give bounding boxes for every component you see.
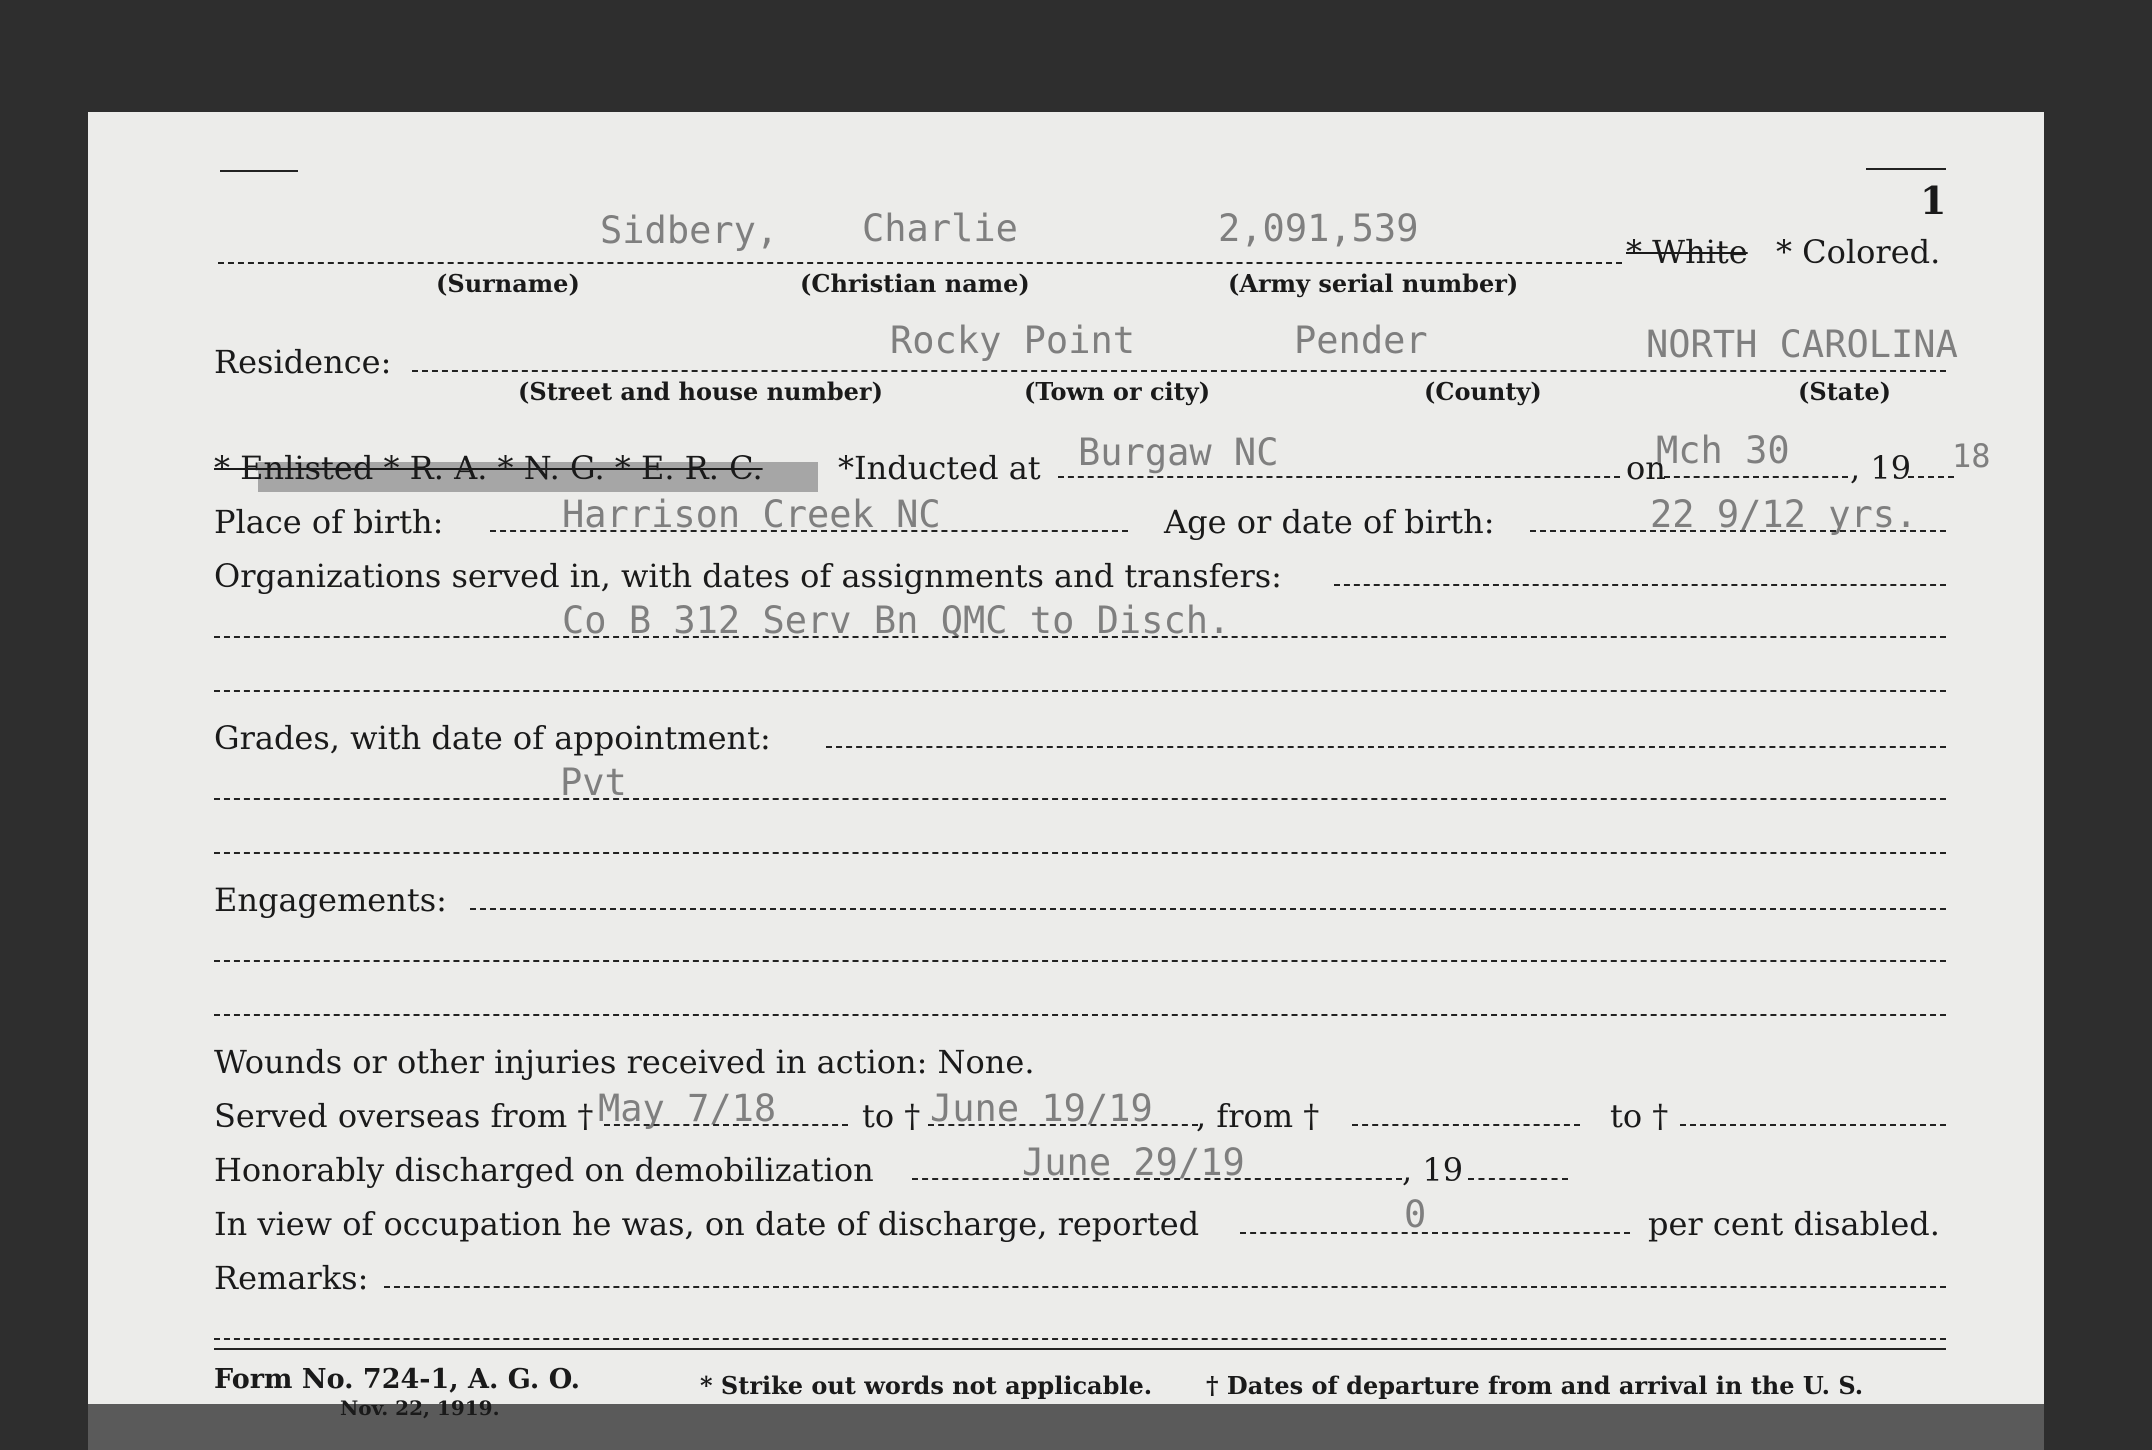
discharge-year-line <box>1468 1178 1568 1180</box>
disability-line <box>1240 1232 1630 1234</box>
place-of-birth-label: Place of birth: <box>214 503 444 541</box>
engagements-line-1 <box>470 908 1946 910</box>
race-colored-option: * Colored. <box>1776 233 1941 271</box>
form-number: Form No. 724-1, A. G. O. <box>214 1364 581 1395</box>
card-number: 1 <box>1920 178 1947 223</box>
remarks-label: Remarks: <box>214 1259 369 1297</box>
induction-date-line <box>1664 476 1848 478</box>
enlistment-options: * Enlisted * R. A. * N. G. * E. R. C. <box>214 449 763 487</box>
serial-number-caption: (Army serial number) <box>1228 269 1519 298</box>
residence-label: Residence: <box>214 343 392 381</box>
disability-label: In view of occupation he was, on date of discharge, reported <box>214 1205 1200 1243</box>
remarks-line-1 <box>384 1286 1946 1288</box>
year-line <box>1908 476 1954 478</box>
town-caption: (Town or city) <box>1024 377 1211 406</box>
discharge-date-value: June 29/19 <box>1022 1141 1245 1184</box>
remarks-line-2 <box>214 1338 1946 1340</box>
disability-suffix: per cent disabled. <box>1648 1205 1940 1243</box>
street-caption: (Street and house number) <box>518 377 883 406</box>
town-value: Rocky Point <box>890 319 1136 362</box>
inducted-line <box>1058 476 1620 478</box>
grades-label: Grades, with date of appointment: <box>214 719 771 757</box>
age-line <box>1530 530 1946 532</box>
organizations-label: Organizations served in, with dates of assignments and transfers: <box>214 557 1282 595</box>
inducted-place-value: Burgaw NC <box>1078 431 1279 474</box>
footer-rule <box>214 1348 1946 1350</box>
overseas-to-line <box>928 1124 1198 1126</box>
grades-value: Pvt <box>560 761 627 804</box>
discharge-year-label: , 19 <box>1402 1151 1464 1189</box>
on-label: on <box>1626 449 1666 487</box>
overseas-from2-line <box>1352 1124 1580 1126</box>
grades-line-1 <box>826 746 1946 748</box>
disability-value: 0 <box>1404 1193 1427 1236</box>
dates-note: † Dates of departure from and arrival in the U. S. <box>1206 1371 1864 1400</box>
organizations-line-3 <box>214 690 1946 692</box>
form-date: Nov. 22, 1919. <box>340 1396 500 1420</box>
overseas-to2-line <box>1680 1124 1946 1126</box>
overseas-from-line <box>604 1124 848 1126</box>
top-right-rule <box>1866 168 1946 170</box>
serial-number-value: 2,091,539 <box>1218 207 1419 250</box>
wounds-text: Wounds or other injuries received in action: None. <box>214 1043 1035 1081</box>
place-of-birth-value: Harrison Creek NC <box>562 493 941 536</box>
overseas-label: Served overseas from † <box>214 1097 594 1135</box>
christian-name-caption: (Christian name) <box>800 269 1030 298</box>
county-caption: (County) <box>1424 377 1542 406</box>
county-value: Pender <box>1294 319 1428 362</box>
age-value: 22 9/12 yrs. <box>1650 493 1918 536</box>
residence-line <box>412 370 1946 372</box>
engagements-line-3 <box>214 1014 1946 1016</box>
christian-name-value: Charlie <box>862 207 1018 250</box>
name-line <box>218 262 1622 264</box>
induction-date-value: Mch 30 <box>1656 429 1790 472</box>
surname-caption: (Surname) <box>436 269 580 298</box>
place-of-birth-line <box>490 530 1128 532</box>
grades-line-2 <box>214 798 1946 800</box>
organizations-value: Co B 312 Serv Bn QMC to Disch. <box>562 599 1231 642</box>
overseas-to-value: June 19/19 <box>930 1087 1153 1130</box>
organizations-line-1 <box>1334 584 1946 586</box>
strike-note: * Strike out words not applicable. <box>700 1371 1153 1400</box>
induction-year-value: 18 <box>1952 437 1991 475</box>
surname-value: Sidbery, <box>600 209 779 252</box>
state-value: NORTH CAROLINA <box>1646 323 1958 366</box>
race-white-option: * White <box>1626 233 1748 271</box>
engagements-label: Engagements: <box>214 881 447 919</box>
year-prefix: , 19 <box>1850 449 1912 487</box>
engagements-line-2 <box>214 960 1946 962</box>
overseas-from2-label: , from † <box>1196 1097 1320 1135</box>
age-label: Age or date of birth: <box>1164 503 1495 541</box>
state-caption: (State) <box>1798 377 1892 406</box>
overseas-to-label: to † <box>862 1097 921 1135</box>
discharge-date-line <box>912 1178 1402 1180</box>
grades-line-3 <box>214 852 1946 854</box>
top-left-rule <box>220 170 298 172</box>
overseas-to2-label: to † <box>1610 1097 1669 1135</box>
inducted-label: *Inducted at <box>838 449 1041 487</box>
overseas-from-value: May 7/18 <box>598 1087 777 1130</box>
discharge-label: Honorably discharged on demobilization <box>214 1151 874 1189</box>
organizations-line-2 <box>214 636 1946 638</box>
